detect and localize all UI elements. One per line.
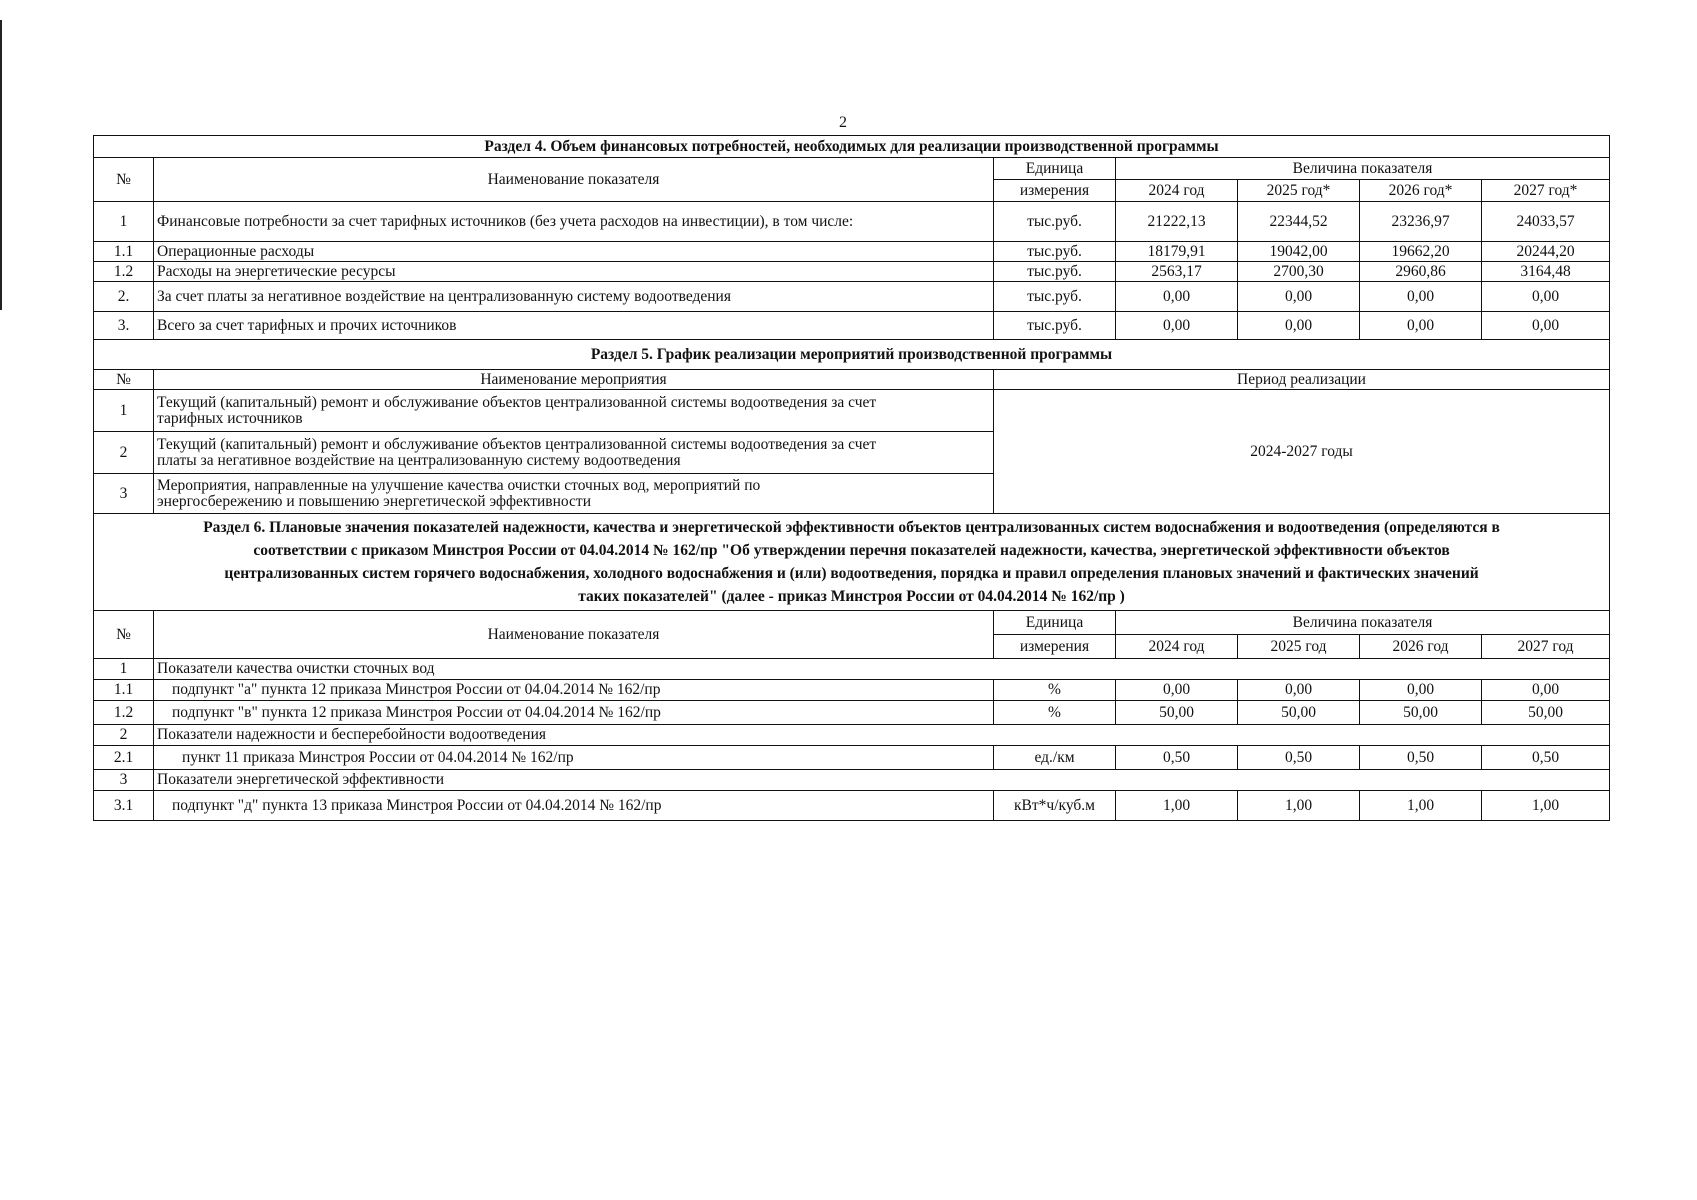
row-name: Расходы на энергетические ресурсы — [154, 262, 994, 282]
group-row — [94, 659, 1610, 680]
group-name: Показатели надежности и бесперебойности водоотведения — [154, 725, 1610, 746]
row-name: За счет платы за негативное воздействие на централизованную систему водоотведения — [154, 282, 994, 312]
group-num: 2 — [94, 725, 154, 746]
section6-title — [94, 514, 1610, 611]
row-name-line: энергосбережению и повышению энергетической эффективности — [157, 492, 591, 510]
section6-title-line: централизованных систем горячего водоснабжения, холодного водоснабжения и (или) водоотведения, порядка и правил определения плановых значений и фактических значений — [224, 565, 1479, 582]
row-value: 1,00 — [1238, 791, 1360, 821]
row-value: 24033,57 — [1482, 202, 1610, 242]
section5-table — [93, 339, 1610, 514]
row-unit: тыс.руб. — [994, 262, 1116, 282]
header-unit-line2: измерения — [994, 635, 1116, 659]
row-value: 0,00 — [1360, 312, 1482, 340]
group-name: Показатели качества очистки сточных вод — [154, 659, 1610, 680]
header-num: № — [94, 158, 154, 202]
row-num: 1.2 — [94, 701, 154, 725]
section6-title-line: соответствии с приказом Минстроя России от 04.04.2014 № 162/пр "Об утверждении перечня показателей надежности, качества, энергетической эффективности объектов — [253, 542, 1450, 559]
row-value: 3164,48 — [1482, 262, 1610, 282]
table-row — [94, 746, 1610, 770]
row-value: 22344,52 — [1238, 202, 1360, 242]
row-unit: ед./км — [994, 746, 1116, 770]
header-year: 2025 год — [1238, 635, 1360, 659]
row-name: подпункт "д" пункта 13 приказа Минстроя России от 04.04.2014 № 162/пр — [154, 791, 994, 821]
group-row — [94, 725, 1610, 746]
table-row — [94, 312, 1610, 340]
row-value: 0,00 — [1360, 282, 1482, 312]
row-value: 0,00 — [1482, 312, 1610, 340]
table-row — [94, 680, 1610, 701]
row-value: 0,50 — [1360, 746, 1482, 770]
row-name — [154, 390, 994, 432]
row-name-line: Текущий (капитальный) ремонт и обслуживание объектов централизованной системы водоотведения за счет — [157, 435, 877, 453]
row-name-line: Мероприятия, направленные на улучшение качества очистки сточных вод, мероприятий по — [157, 476, 761, 494]
row-num: 1 — [94, 390, 154, 432]
row-value: 0,00 — [1116, 312, 1238, 340]
row-value: 50,00 — [1116, 701, 1238, 725]
header-unit-line2: измерения — [994, 180, 1116, 202]
row-value: 0,00 — [1238, 680, 1360, 701]
header-name: Наименование показателя — [154, 611, 994, 659]
row-value: 19042,00 — [1238, 242, 1360, 262]
group-row — [94, 770, 1610, 791]
row-name-line: Текущий (капитальный) ремонт и обслуживание объектов централизованной системы водоотведения за счет — [157, 393, 877, 411]
header-year: 2026 год — [1360, 635, 1482, 659]
row-num: 2 — [94, 432, 154, 474]
section4-table — [93, 135, 1610, 340]
row-name — [154, 432, 994, 474]
row-value: 18179,91 — [1116, 242, 1238, 262]
row-value: 19662,20 — [1360, 242, 1482, 262]
row-value: 50,00 — [1360, 701, 1482, 725]
row-unit: кВт*ч/куб.м — [994, 791, 1116, 821]
row-num: 1.1 — [94, 680, 154, 701]
header-name: Наименование мероприятия — [154, 370, 994, 390]
table-row — [94, 202, 1610, 242]
header-period: Период реализации — [994, 370, 1610, 390]
header-value: Величина показателя — [1116, 158, 1610, 180]
row-num: 1.1 — [94, 242, 154, 262]
table-row — [94, 262, 1610, 282]
page-number: 2 — [839, 114, 847, 131]
header-year: 2025 год* — [1238, 180, 1360, 202]
row-value: 50,00 — [1238, 701, 1360, 725]
header-year: 2024 год — [1116, 635, 1238, 659]
row-num: 3 — [94, 474, 154, 514]
table-row — [94, 282, 1610, 312]
row-unit: % — [994, 680, 1116, 701]
row-value: 0,00 — [1238, 282, 1360, 312]
table-row — [94, 242, 1610, 262]
row-name: подпункт "в" пункта 12 приказа Минстроя России от 04.04.2014 № 162/пр — [154, 701, 994, 725]
row-name-line: тарифных источников — [157, 409, 303, 427]
row-num: 2. — [94, 282, 154, 312]
row-value: 0,00 — [1482, 282, 1610, 312]
group-num: 3 — [94, 770, 154, 791]
section6-title-line: Раздел 6. Плановые значения показателей надежности, качества и энергетической эффективности объектов централизованных систем водоснабжения и водоотведения (определяются в — [203, 519, 1500, 536]
row-name — [154, 474, 994, 514]
row-value: 0,00 — [1482, 680, 1610, 701]
section6-title-line: таких показателей" (далее - приказ Минстроя России от 04.04.2014 № 162/пр ) — [578, 588, 1125, 605]
row-value: 0,00 — [1238, 312, 1360, 340]
row-name: подпункт "а" пункта 12 приказа Минстроя России от 04.04.2014 № 162/пр — [154, 680, 994, 701]
row-value: 1,00 — [1482, 791, 1610, 821]
row-unit: тыс.руб. — [994, 282, 1116, 312]
row-value: 20244,20 — [1482, 242, 1610, 262]
row-unit: тыс.руб. — [994, 202, 1116, 242]
header-value: Величина показателя — [1116, 611, 1610, 635]
row-value: 0,50 — [1116, 746, 1238, 770]
header-year: 2027 год — [1482, 635, 1610, 659]
period-value: 2024-2027 годы — [994, 390, 1610, 514]
group-name: Показатели энергетической эффективности — [154, 770, 1610, 791]
table-row — [94, 701, 1610, 725]
scan-edge-mark — [0, 20, 2, 310]
table-row — [94, 390, 1610, 432]
header-unit-line1: Единица — [994, 611, 1116, 635]
row-unit: тыс.руб. — [994, 312, 1116, 340]
row-unit: тыс.руб. — [994, 242, 1116, 262]
section5-title: Раздел 5. График реализации мероприятий производственной программы — [94, 340, 1610, 370]
row-name: Всего за счет тарифных и прочих источников — [154, 312, 994, 340]
group-num: 1 — [94, 659, 154, 680]
header-num: № — [94, 611, 154, 659]
table-row — [94, 791, 1610, 821]
row-unit: % — [994, 701, 1116, 725]
row-value: 0,50 — [1482, 746, 1610, 770]
row-name: Финансовые потребности за счет тарифных источников (без учета расходов на инвестиции), в том числе: — [154, 202, 994, 242]
row-name-line: платы за негативное воздействие на централизованную систему водоотведения — [157, 451, 681, 469]
row-value: 23236,97 — [1360, 202, 1482, 242]
section6-table — [93, 513, 1610, 821]
row-value: 0,00 — [1116, 680, 1238, 701]
row-num: 1.2 — [94, 262, 154, 282]
row-num: 1 — [94, 202, 154, 242]
row-num: 3.1 — [94, 791, 154, 821]
header-year: 2026 год* — [1360, 180, 1482, 202]
row-value: 2700,30 — [1238, 262, 1360, 282]
row-value: 1,00 — [1360, 791, 1482, 821]
row-name: Операционные расходы — [154, 242, 994, 262]
row-value: 0,00 — [1116, 282, 1238, 312]
row-value: 0,00 — [1360, 680, 1482, 701]
header-name: Наименование показателя — [154, 158, 994, 202]
row-name: пункт 11 приказа Минстроя России от 04.04.2014 № 162/пр — [154, 746, 994, 770]
row-value: 1,00 — [1116, 791, 1238, 821]
header-unit-line1: Единица — [994, 158, 1116, 180]
row-num: 3. — [94, 312, 154, 340]
row-num: 2.1 — [94, 746, 154, 770]
section4-title: Раздел 4. Объем финансовых потребностей, необходимых для реализации производственной программы — [94, 136, 1610, 158]
header-num: № — [94, 370, 154, 390]
header-year: 2024 год — [1116, 180, 1238, 202]
row-value: 2960,86 — [1360, 262, 1482, 282]
row-value: 21222,13 — [1116, 202, 1238, 242]
document-body — [93, 135, 1609, 821]
row-value: 2563,17 — [1116, 262, 1238, 282]
row-value: 0,50 — [1238, 746, 1360, 770]
header-year: 2027 год* — [1482, 180, 1610, 202]
row-value: 50,00 — [1482, 701, 1610, 725]
